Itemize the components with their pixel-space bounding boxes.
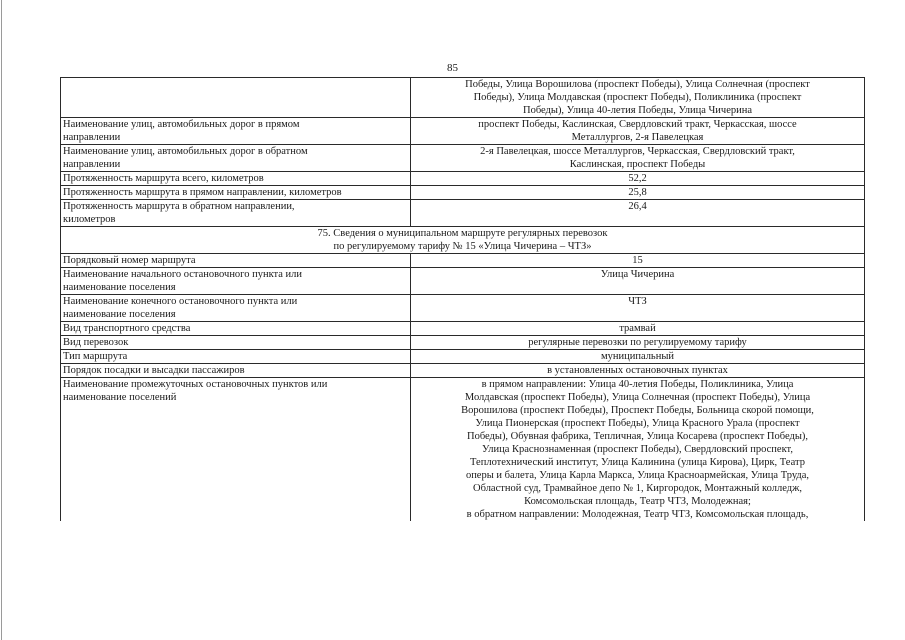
row-value-cell bbox=[411, 378, 865, 522]
row-label-text: Наименование начального остановочного пункта или bbox=[63, 269, 303, 280]
row-value-text: 25,8 bbox=[628, 187, 647, 198]
row-value-text: 52,2 bbox=[628, 173, 647, 184]
row-value-text: 26,4 bbox=[628, 201, 647, 212]
row-label-text: направлении bbox=[63, 159, 121, 170]
row-value-text: Теплотехнический институт, Улица Калинина (улица Кирова), Цирк, Театр bbox=[470, 457, 805, 468]
page-number: 85 bbox=[447, 62, 458, 74]
row-value-text: в обратном направлении: Молодежная, Театр ЧТЗ, Комсомольская площадь, bbox=[466, 509, 809, 520]
row-label-text: Вид транспортного средства bbox=[63, 323, 191, 334]
row-label-text: Наименование конечного остановочного пункта или bbox=[63, 296, 298, 307]
table-row bbox=[61, 186, 865, 200]
section-heading-row bbox=[61, 227, 865, 254]
page-left-edge bbox=[1, 0, 2, 640]
table-row bbox=[61, 118, 865, 145]
row-value-text: муниципальный bbox=[600, 351, 675, 362]
table-row bbox=[61, 78, 865, 118]
row-label-cell bbox=[61, 118, 411, 145]
row-label-text: наименование поселений bbox=[63, 392, 177, 403]
row-label-text: Вид перевозок bbox=[63, 337, 129, 348]
row-label-cell bbox=[61, 350, 411, 364]
row-value-cell bbox=[411, 336, 865, 350]
row-label-text: Протяженность маршрута в обратном направлении, bbox=[63, 201, 295, 212]
table-row bbox=[61, 295, 865, 322]
row-value-text: Победы), Обувная фабрика, Тепличная, Улица Косарева (проспект Победы), bbox=[466, 431, 809, 442]
row-label-text: километров bbox=[63, 214, 116, 225]
row-value-text: Победы), Улица Молдавская (проспект Победы), Поликлиника (проспект bbox=[473, 92, 802, 103]
table-row bbox=[61, 322, 865, 336]
table-row bbox=[61, 268, 865, 295]
row-value-cell bbox=[411, 268, 865, 295]
row-label-text: Протяженность маршрута всего, километров bbox=[63, 173, 264, 184]
row-value-text: регулярные перевозки по регулируемому тарифу bbox=[528, 337, 747, 348]
row-value-text: Ворошилова (проспект Победы), Проспект Победы, Больница скорой помощи, bbox=[461, 405, 814, 416]
row-value-cell bbox=[411, 364, 865, 378]
row-label-cell bbox=[61, 268, 411, 295]
row-label-text: наименование поселения bbox=[63, 282, 176, 293]
row-value-cell bbox=[411, 350, 865, 364]
row-label-text: Наименование улиц, автомобильных дорог в прямом bbox=[63, 119, 300, 130]
row-label-cell bbox=[61, 254, 411, 268]
row-value-text: Победы), Улица 40-летия Победы, Улица Чичерина bbox=[522, 105, 753, 116]
row-label-text: Порядковый номер маршрута bbox=[63, 255, 196, 266]
section-heading-text: 75. Сведения о муниципальном маршруте регулярных перевозок bbox=[317, 228, 608, 239]
row-label-cell bbox=[61, 322, 411, 336]
row-value-cell bbox=[411, 254, 865, 268]
row-value-cell bbox=[411, 322, 865, 336]
row-label-text: Наименование улиц, автомобильных дорог в обратном bbox=[63, 146, 308, 157]
table-row bbox=[61, 145, 865, 172]
row-value-cell bbox=[411, 200, 865, 227]
row-value-text: ЧТЗ bbox=[628, 296, 647, 307]
row-label-text: Протяженность маршрута в прямом направлении, километров bbox=[63, 187, 342, 198]
row-value-cell bbox=[411, 118, 865, 145]
row-value-text: проспект Победы, Каслинская, Свердловский тракт, Черкасская, шоссе bbox=[478, 119, 797, 130]
table-row bbox=[61, 254, 865, 268]
table-row bbox=[61, 378, 865, 522]
row-value-text: Победы, Улица Ворошилова (проспект Победы), Улица Солнечная (проспект bbox=[465, 79, 810, 90]
table-row bbox=[61, 336, 865, 350]
table-row bbox=[61, 172, 865, 186]
row-label-cell bbox=[61, 186, 411, 200]
table-row bbox=[61, 364, 865, 378]
row-value-text: Областной суд, Трамвайное депо № 1, Киргородок, Монтажный колледж, bbox=[473, 483, 802, 494]
row-value-text: Улица Пионерская (проспект Победы), Улица Красного Урала (проспект bbox=[475, 418, 800, 429]
row-label-text: Тип маршрута bbox=[63, 351, 128, 362]
route-info-table-body bbox=[61, 78, 865, 522]
row-label-text: Наименование промежуточных остановочных пунктов или bbox=[63, 379, 328, 390]
row-value-text: 15 bbox=[632, 255, 643, 266]
row-label-text: наименование поселения bbox=[63, 309, 176, 320]
row-label-text: направлении bbox=[63, 132, 121, 143]
row-value-text: Улица Краснознаменная (проспект Победы), Свердловский проспект, bbox=[482, 444, 793, 455]
row-value-cell bbox=[411, 295, 865, 322]
row-label-text: Порядок посадки и высадки пассажиров bbox=[63, 365, 245, 376]
section-heading-text: по регулируемому тарифу № 15 «Улица Чичерина – ЧТЗ» bbox=[333, 241, 592, 252]
row-value-text: Каслинская, проспект Победы bbox=[569, 159, 706, 170]
row-value-cell bbox=[411, 172, 865, 186]
row-label-cell bbox=[61, 145, 411, 172]
row-value-cell bbox=[411, 186, 865, 200]
row-value-text: Металлургов, 2-я Павелецкая bbox=[571, 132, 704, 143]
row-value-text: оперы и балета, Улица Карла Маркса, Улица Красноармейская, Улица Труда, bbox=[465, 470, 810, 481]
row-value-text: Улица Чичерина bbox=[600, 269, 675, 280]
row-label-cell bbox=[61, 200, 411, 227]
section-heading bbox=[61, 227, 865, 254]
row-label-cell bbox=[61, 378, 411, 522]
row-label-cell bbox=[61, 295, 411, 322]
table-row bbox=[61, 200, 865, 227]
row-label-cell bbox=[61, 336, 411, 350]
table-row bbox=[61, 350, 865, 364]
row-value-text: Молдавская (проспект Победы), Улица Солнечная (проспект Победы), Улица bbox=[464, 392, 811, 403]
row-value-text: в прямом направлении: Улица 40-летия Победы, Поликлиника, Улица bbox=[481, 379, 794, 390]
row-value-cell bbox=[411, 78, 865, 118]
row-value-text: в установленных остановочных пунктах bbox=[547, 365, 728, 376]
row-label-cell bbox=[61, 78, 411, 118]
route-info-table bbox=[60, 77, 865, 521]
row-value-text: Комсомольская площадь, Театр ЧТЗ, Молодежная; bbox=[524, 496, 751, 507]
row-value-text: трамвай bbox=[619, 323, 656, 334]
row-value-cell bbox=[411, 145, 865, 172]
row-value-text: 2-я Павелецкая, шоссе Металлургов, Черкасская, Свердловский тракт, bbox=[480, 146, 795, 157]
row-label-cell bbox=[61, 364, 411, 378]
row-label-cell bbox=[61, 172, 411, 186]
